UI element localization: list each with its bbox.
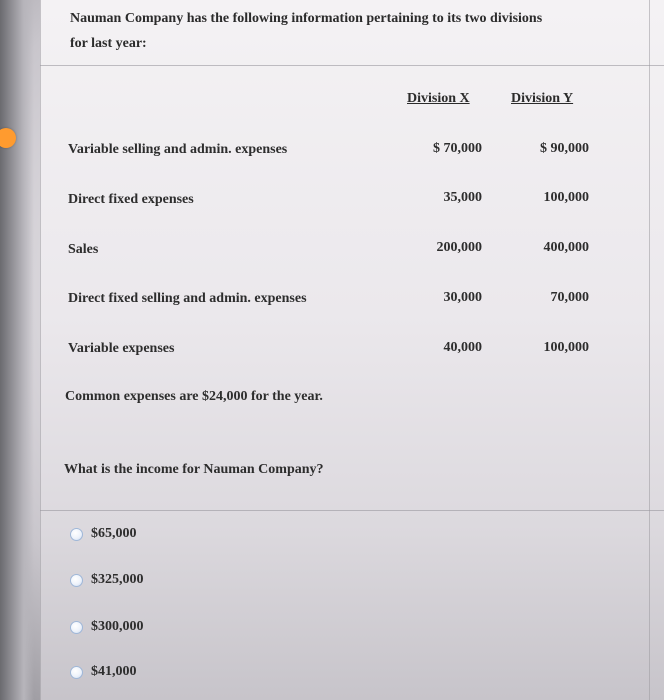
row-label-direct-fixed-expenses: Direct fixed expenses [68,192,194,207]
right-border-line [649,0,650,700]
answer-option-4[interactable] [70,664,137,680]
radio-button-icon[interactable] [70,528,83,541]
common-expenses-note: Common expenses are $24,000 for the year. [65,389,323,404]
divider-top [40,65,664,66]
value-division-y-variable-expenses: 100,000 [543,340,589,355]
title-line-2: for last year: [70,36,147,51]
answer-option-2[interactable] [70,572,144,588]
question-prompt: What is the income for Nauman Company? [64,462,324,477]
value-division-x-variable-expenses: 40,000 [443,340,482,355]
radio-button-icon[interactable] [70,666,83,679]
row-label-variable-selling-admin: Variable selling and admin. expenses [68,142,288,157]
value-division-x-direct-fixed-selling-admin: 30,000 [443,290,482,305]
column-header-division-x: Division X [407,91,470,106]
column-header-division-y: Division Y [511,91,574,106]
value-division-y-direct-fixed-expenses: 100,000 [543,190,589,205]
divider-bottom [40,510,664,511]
value-division-x-sales: 200,000 [436,240,482,255]
answer-option-1-label: $65,000 [91,526,137,541]
row-label-sales: Sales [68,242,99,257]
radio-button-icon[interactable] [70,621,83,634]
answer-option-3-label: $300,000 [91,619,144,634]
question-title [70,6,610,56]
left-border-line [40,0,41,700]
value-division-y-direct-fixed-selling-admin: 70,000 [550,290,589,305]
value-division-y-variable-selling-admin: $ 90,000 [540,141,589,156]
title-line-1: Nauman Company has the following information pertaining to its two divisions [70,11,543,26]
answer-option-4-label: $41,000 [91,664,137,679]
value-division-x-direct-fixed-expenses: 35,000 [443,190,482,205]
answer-option-2-label: $325,000 [91,572,144,587]
left-edge-shadow [0,0,34,700]
answer-option-1[interactable] [70,526,137,542]
answer-option-3[interactable] [70,619,144,635]
row-label-direct-fixed-selling-admin: Direct fixed selling and admin. expenses [68,291,307,306]
value-division-x-variable-selling-admin: $ 70,000 [433,141,482,156]
row-label-variable-expenses: Variable expenses [68,341,175,356]
radio-button-icon[interactable] [70,574,83,587]
value-division-y-sales: 400,000 [543,240,589,255]
